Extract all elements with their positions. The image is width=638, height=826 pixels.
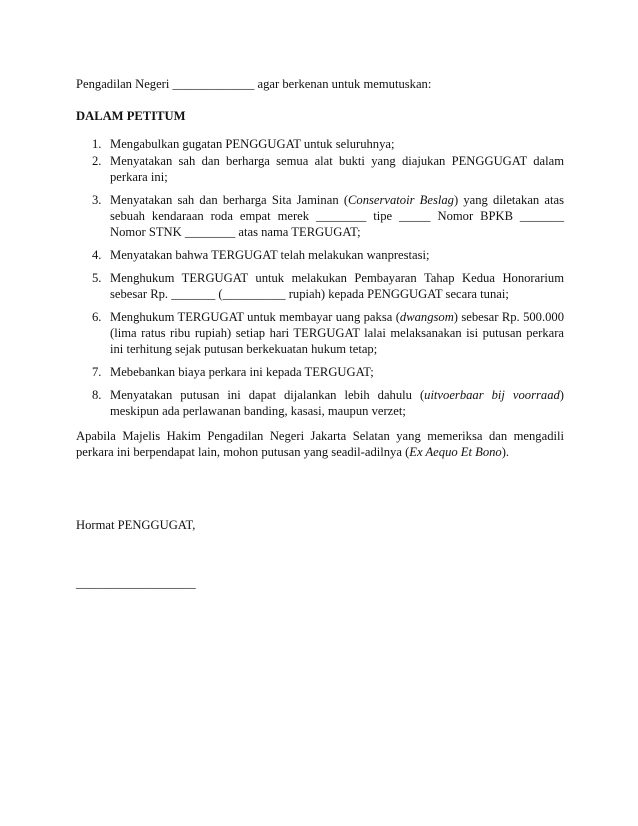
item-text: Mebebankan biaya perkara ini kepada TERGUGAT;: [110, 365, 374, 379]
court-name-blank: _____________: [172, 77, 255, 91]
list-item: [76, 387, 564, 419]
item-text: Menghukum TERGUGAT untuk membayar uang paksa (: [110, 310, 400, 324]
item-text: ) yang diletakan atas sebuah kendaraan roda empat merek ________ tipe _____ Nomor BPKB _______ Nomor STNK ________ atas nama TERGUGAT;: [110, 193, 564, 239]
item-text: Mengabulkan gugatan PENGGUGAT untuk seluruhnya;: [110, 137, 395, 151]
item-text: Menyatakan putusan ini dapat dijalankan lebih dahulu (: [110, 388, 425, 402]
petitum-list: [76, 136, 564, 419]
item-text: Menyatakan sah dan berharga Sita Jaminan (: [110, 193, 349, 207]
document-page: [76, 76, 564, 591]
item-text: Menyatakan bahwa TERGUGAT telah melakukan wanprestasi;: [110, 248, 430, 262]
item-text: Menghukum TERGUGAT untuk melakukan Pembayaran Tahap Kedua Honorarium sebesar Rp. _______ (__________ rupiah) kepada PENGGUGAT secara tunai;: [110, 271, 564, 301]
intro-line: [76, 76, 564, 92]
item-number: 7.: [92, 365, 102, 379]
item-text-italic: dwangsom: [399, 310, 454, 324]
item-text: ) meskipun ada perlawanan banding, kasasi, maupun verzet;: [110, 388, 564, 418]
list-item: [76, 247, 564, 263]
regards-line: Hormat PENGGUGAT,: [76, 518, 196, 532]
list-item: [76, 309, 564, 357]
closing-text: ).: [501, 445, 510, 459]
closing-text: Apabila Majelis Hakim Pengadilan Negeri Jakarta Selatan yang memeriksa dan mengadili perkara ini berpendapat lain, mohon putusan yang seadil-adilnya (: [76, 429, 564, 459]
item-number: 8.: [92, 388, 102, 402]
list-item: [76, 136, 564, 152]
item-number: 2.: [92, 154, 102, 168]
section-heading: DALAM PETITUM: [76, 109, 186, 123]
item-text-italic: uitvoerbaar bij voorraad: [424, 388, 560, 402]
list-item: [76, 270, 564, 302]
item-number: 5.: [92, 271, 102, 285]
item-number: 1.: [92, 137, 102, 151]
item-text: Menyatakan sah dan berharga semua alat bukti yang diajukan PENGGUGAT dalam perkara ini;: [110, 154, 564, 184]
item-text-italic: Conservatoir Beslag: [348, 193, 454, 207]
list-item: [76, 364, 564, 380]
signature-line: ___________________: [76, 576, 196, 590]
item-number: 3.: [92, 193, 102, 207]
closing-text-italic: Ex Aequo Et Bono: [409, 445, 502, 459]
item-text: ) sebesar Rp. 500.000 (lima ratus ribu rupiah) setiap hari TERGUGAT lalai melaksanakan isi putusan perkara ini terhitung sejak putusan berkekuatan hukum tetap;: [110, 310, 564, 356]
intro-before: Pengadilan Negeri: [76, 77, 173, 91]
list-item: [76, 192, 564, 240]
list-item: [76, 153, 564, 185]
intro-after: agar berkenan untuk memutuskan:: [254, 77, 432, 91]
item-number: 6.: [92, 310, 102, 324]
item-number: 4.: [92, 248, 102, 262]
closing-paragraph: [76, 428, 564, 460]
